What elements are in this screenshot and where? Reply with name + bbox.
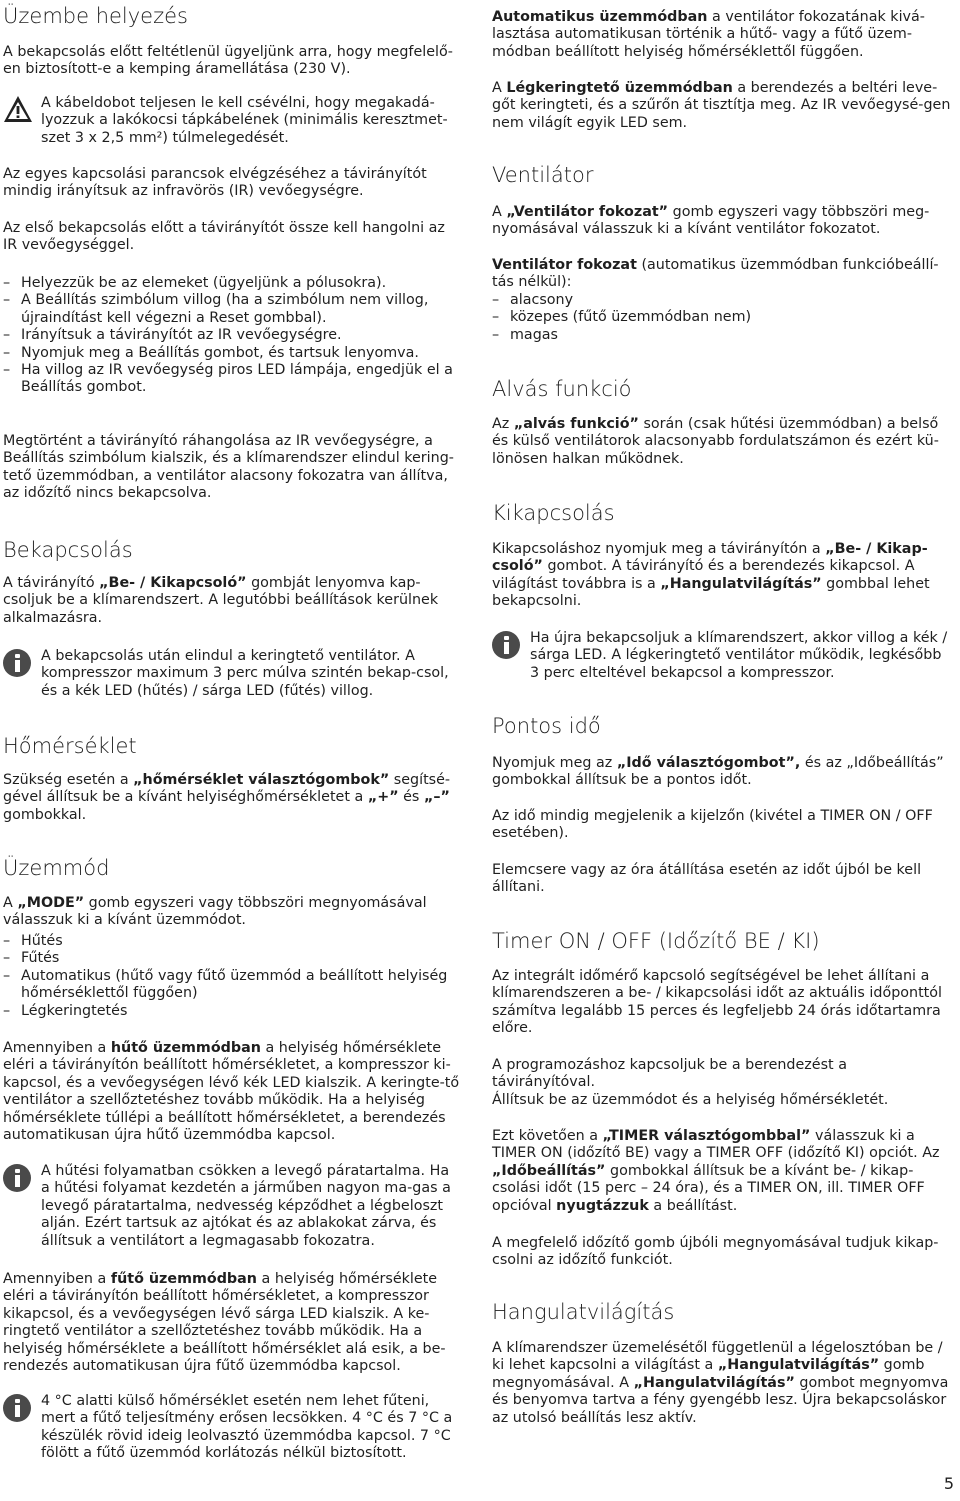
- paragraph: Elemcsere vagy az óra átállítása esetén az időt újból be kell állítani.: [492, 862, 922, 896]
- paragraph: Az egyes kapcsolási parancsok elvégzéséhez a távirányítót mindig irányítsuk az infravörös (IR) vevőegységre.: [3, 166, 427, 200]
- paragraph: Kikapcsoláshoz nyomjuk meg a távirányítón a „Be- / Kikap-csoló” gombot. A távirányító és a berendezés kikapcsol. A világítást továbbra is a „Hangulatvilágítás” gombbal lehet bekapcsolni.: [492, 541, 930, 610]
- list-item: – Hűtés: [3, 933, 461, 950]
- paragraph: A programozáshoz kapcsoljuk be a berendezést a távirányítóval.: [492, 1057, 847, 1091]
- modes-list: [3, 933, 461, 1020]
- paragraph: Automatikus üzemmódban a ventilátor fokozatának kivá-lasztása automatikusan történik a hűtő- vagy a fűtő üzem-módban beállított helyiség hőmérséklettől függően.: [492, 9, 925, 60]
- paragraph: Az idő mindig megjelenik a kijelzőn (kivétel a TIMER ON / OFF esetében).: [492, 808, 933, 842]
- info-text: A hűtési folyamatban csökken a levegő páratartalma. Ha a hűtési folyamat kezdetén a járműben nagyon ma-gas a levegő páratartalma, nedvesség képződhet a légbeloszt alján. Ezért tartsuk az ajtókat és az ablakokat zárva, és állítsuk a ventilátort a legmagasabb fokozatra.: [41, 1163, 451, 1249]
- info-icon: [3, 1164, 31, 1192]
- section-title-bekapcsolas: Bekapcsolás: [3, 538, 133, 562]
- paragraph: Nyomjuk meg az „Idő választógombot”, és az „Időbeállítás” gombokkal állítsuk be a pontos időt.: [492, 755, 944, 789]
- paragraph: Szükség esetén a „hőmérséklet választógombok” segítsé-gével állítsuk be a kívánt helyiséghőmérsékletet a „+” és „–” gombokkal.: [3, 772, 451, 823]
- info-text: Ha újra bekapcsoljuk a klímarendszert, akkor villog a kék / sárga LED. A légkeringtető ventilátor működik, legkésőbb 3 perc elteltével bekapcsol a kompresszor.: [530, 630, 948, 681]
- list-item: – közepes (fűtő üzemmódban nem): [492, 309, 954, 326]
- paragraph: A távirányító „Be- / Kikapcsoló” gombját lenyomva kap-csoljuk be a klímarendszert. A legutóbbi beállítások kerülnek alkalmazásra.: [3, 575, 439, 626]
- info-icon: [3, 1394, 31, 1422]
- section-title-pontos-ido: Pontos idő: [492, 714, 601, 738]
- list-item: – Automatikus (hűtő vagy fűtő üzemmód a beállított helyiség hőmérséklettől függően): [3, 968, 461, 1003]
- fan-levels-list: [492, 292, 954, 344]
- paragraph: Állítsuk be az üzemmódot és a helyiség hőmérsékletét.: [492, 1092, 889, 1108]
- warning-text: A kábeldobot teljesen le kell csévélni, hogy megakadá-lyozzuk a lakókocsi tápkábelének (minimális keresztmet-szet 3 x 2,5 mm²) túlmelegedését.: [41, 95, 448, 146]
- warning-icon: [3, 95, 33, 123]
- section-title-hangulatvilagitas: Hangulatvilágítás: [492, 1300, 675, 1324]
- paragraph: Ezt követően a „TIMER választógombbal” válasszuk ki a TIMER ON (időzítő BE) vagy a TIMER OFF (időzítő KI) opciót. Az „Időbeállítás” gombokkal állítsuk be a kívánt be- / kikap-csolási időt (15 perc – 24 óra), és a TIMER ON, ill. TIMER OFF opcióval nyugtázzuk a beállítást.: [492, 1128, 940, 1214]
- list-item: – Fűtés: [3, 950, 461, 967]
- list-item: – alacsony: [492, 292, 954, 309]
- section-title-homerseklet: Hőmérséklet: [3, 734, 137, 758]
- paragraph: Ventilátor fokozat (automatikus üzemmódban funkcióbeállí-tás nélkül):: [492, 257, 939, 291]
- info-block: [492, 630, 954, 682]
- info-icon: [3, 649, 31, 677]
- paragraph: A bekapcsolás előtt feltétlenül ügyeljünk arra, hogy megfelelő-en biztosított-e a kemping áramellátása (230 V).: [3, 44, 453, 78]
- list-item: – Irányítsuk a távirányítót az IR vevőegységre.: [3, 327, 461, 344]
- list-item: – A Beállítás szimbólum villog (ha a szimbólum nem villog, újraindítást kell végezni a Reset gombbal).: [3, 292, 461, 327]
- info-text: A bekapcsolás után elindul a keringtető ventilátor. A kompresszor maximum 3 perc múlva szintén bekap-csol, és a kék LED (hűtés) / sárga LED (fűtés) villog.: [41, 648, 449, 699]
- list-item: – Légkeringtetés: [3, 1003, 461, 1020]
- paragraph: Az első bekapcsolás előtt a távirányítót össze kell hangolni az IR vevőegységgel.: [3, 220, 445, 254]
- section-title-uzemmod: Üzemmód: [3, 856, 110, 880]
- info-block: [3, 648, 461, 700]
- list-item: – Ha villog az IR vevőegység piros LED lámpája, engedjük el a Beállítás gombot.: [3, 362, 461, 397]
- paragraph: Az integrált időmérő kapcsoló segítségével be lehet állítani a klímarendszeren a be- / kikapcsolási időt az aktuális időponttól számítva legalább 15 perces és legfeljebb 24 órás időtartamra előre.: [492, 968, 943, 1037]
- list-item: – Helyezzük be az elemeket (ügyeljünk a pólusokra).: [3, 275, 461, 292]
- paragraph: Amennyiben a fűtő üzemmódban a helyiség hőmérséklete eléri a távirányítón beállított hőmérsékletet, a kompresszor kikapcsol, és a vevőegységen lévő sárga LED kialszik. A ke-ringtető ventilátor a szellőztetéshez tovább működik. Ha a helyiség hőmérséklete a beállított hőmérséklet alá esik, a be-rendezés automatikusan újra fűtő üzemmódba kapcsol.: [3, 1271, 446, 1375]
- info-icon: [492, 631, 520, 659]
- section-title-timer: Timer ON / OFF (Időzítő BE / KI): [492, 929, 820, 953]
- list-item: – Nyomjuk meg a Beállítás gombot, és tartsuk lenyomva.: [3, 345, 461, 362]
- info-block: [3, 1393, 461, 1463]
- paragraph: A „MODE” gomb egyszeri vagy többszöri megnyomásával válasszuk ki a kívánt üzemmódot.: [3, 895, 427, 929]
- list-item: – magas: [492, 327, 954, 344]
- info-text: 4 °C alatti külső hőmérséklet esetén nem lehet fűteni, mert a fűtő teljesítmény erősen lecsökken. 4 °C és 7 °C a készülék rövid ideig leolvasztó üzemmódba kapcsol. 7 °C fölött a fűtő üzemmód korlátozás nélkül biztosított.: [41, 1393, 453, 1462]
- warning-block: [3, 95, 461, 147]
- paragraph: A Légkeringtető üzemmódban a berendezés a beltéri leve-gőt keringteti, és a szűrőn át tisztítja meg. Az IR vevőegysé-gen nem világít egyik LED sem.: [492, 80, 951, 131]
- section-title-uzembe: Üzembe helyezés: [3, 4, 188, 28]
- info-block: [3, 1163, 461, 1250]
- paragraph: A „Ventilátor fokozat” gomb egyszeri vagy többszöri meg-nyomásával válasszuk ki a kívánt ventilátor fokozatot.: [492, 204, 930, 238]
- paragraph: Az „alvás funkció” során (csak hűtési üzemmódban) a belső és külső ventilátorok alacsonyabb fordulatszámon és ezért kü-lönösen halkan működnek.: [492, 416, 939, 467]
- paragraph: A megfelelő időzítő gomb újbóli megnyomásával tudjuk kikap-csolni az időzítő funkciót.: [492, 1235, 939, 1269]
- paragraph: Amennyiben a hűtő üzemmódban a helyiség hőmérséklete eléri a távirányítón beállított hőmérsékletet, a kompresszor ki-kapcsol, és a vevőegységen lévő kék LED kialszik. A keringte-tő ventilátor a szellőztetéshez tovább működik. Ha a helyiség hőmérséklete túllépi a beállított hőmérsékletet, a berendezés automatikusan újra hűtő üzemmódba kapcsol.: [3, 1040, 460, 1144]
- section-title-ventilator: Ventilátor: [492, 163, 594, 187]
- section-title-alvas: Alvás funkció: [492, 377, 632, 401]
- page-number: 5: [943, 1474, 954, 1493]
- paragraph: A klímarendszer üzemelésétől függetlenül a légelosztóban be / ki lehet kapcsolni a világítást a „Hangulatvilágítás” gomb megnyomásával. A „Hangulatvilágítás” gombot megnyomva és benyomva tartva a fény gyengébb lesz. Újra bekapcsoláskor az utolsó beállítás lesz aktív.: [492, 1340, 949, 1426]
- steps-list: [3, 275, 461, 397]
- section-title-kikapcsolas: Kikapcsolás: [492, 501, 615, 525]
- paragraph: Megtörtént a távirányító ráhangolása az IR vevőegységre, a Beállítás szimbólum kialszik, és a klímarendszer elindul kering-tető üzemmódban, a ventilátor alacsony fokozatra van állítva, az időzítő nincs bekapcsolva.: [3, 433, 454, 502]
